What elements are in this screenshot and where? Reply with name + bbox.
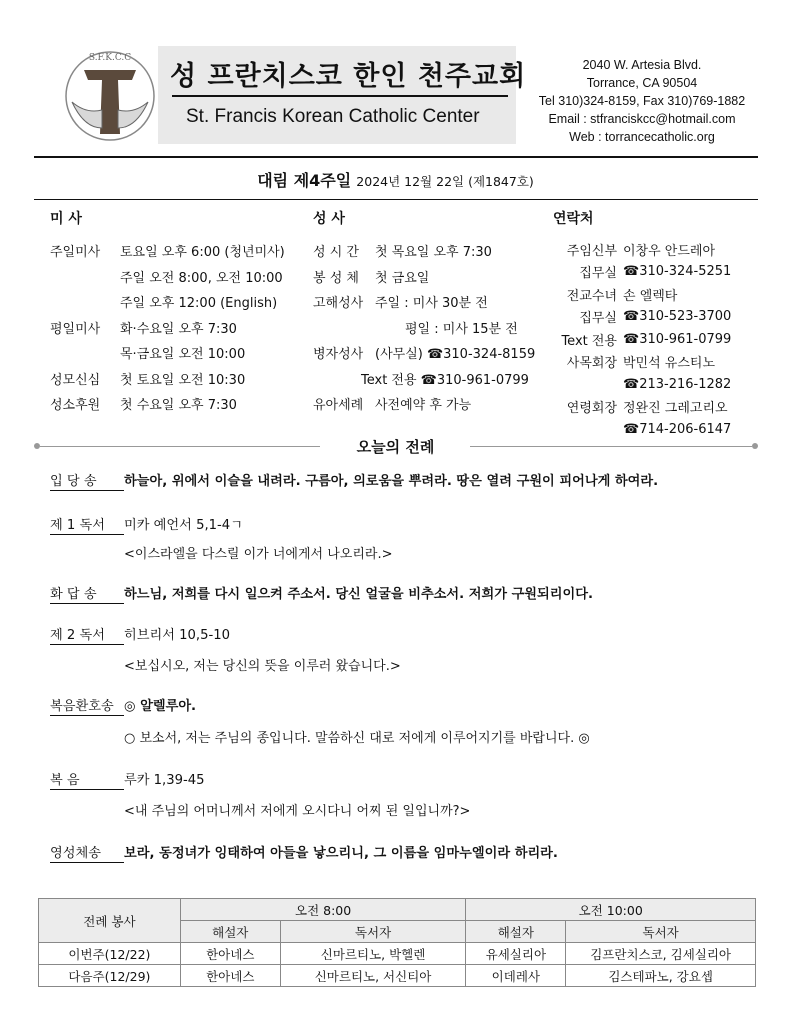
roster-reader-head: 독서자 <box>566 921 756 943</box>
mass-row: 목·금요일 오전 10:00 <box>120 347 246 363</box>
website: Web : torrancecatholic.org <box>569 130 715 144</box>
liturgy-title: 오늘의 전례 <box>356 438 435 456</box>
sacrament-row: 고해성사 주일 : 미사 30분 전 <box>313 296 488 312</box>
gospel-acclamation-verse: ○ 보소서, 저는 주님의 종입니다. 말씀하신 대로 저에게 이루어지기를 바랍니다. ◎ <box>124 731 590 746</box>
address-line-2: Torrance, CA 90504 <box>586 76 698 90</box>
first-reading-summary: <이스라엘을 다스릴 이가 너에게서 나오리라.> <box>124 547 393 562</box>
contact-row: 연령회장 정완진 그레고리오 <box>566 401 728 417</box>
mass-schedule <box>50 208 285 417</box>
mass-row: 성모신심 첫 토요일 오전 10:30 <box>50 372 246 388</box>
title-divider <box>172 95 508 97</box>
sacrament-row: 성 시 간 첫 목요일 오후 7:30 <box>313 245 492 261</box>
church-name-korean: 성 프란치스코 한인 천주교회 <box>170 61 527 92</box>
roster-head: 전례 봉사 <box>39 899 181 943</box>
issue-line <box>0 168 791 191</box>
sacrament-row: 봉 성 체 첫 금요일 <box>313 270 430 286</box>
sacrament-row: Text 전용 ☎310-961-0799 <box>361 372 529 388</box>
sacrament-schedule <box>313 208 535 417</box>
sunday-title: 대림 제4주일 <box>257 171 352 190</box>
email: Email : stfranciskcc@hotmail.com <box>548 112 736 126</box>
gospel-summary: <내 주님의 어머니께서 저에게 오시다니 어찌 된 일입니까?> <box>124 804 471 819</box>
gospel-acclamation: 복음환호송 ◎ 알렐루아. <box>50 695 124 716</box>
sacrament-heading: 성 사 <box>313 211 345 227</box>
mass-row: 성소후원 첫 수요일 오후 7:30 <box>50 398 237 414</box>
responsorial-psalm: 화 답 송 하느님, 저희를 다시 일으켜 주소서. 당신 얼굴을 비추소서. 저희가 구원되리이다. <box>50 583 124 604</box>
issue-date: 2024년 12월 22일 (제1847호) <box>356 174 534 189</box>
contact-row: ☎213-216-1282 <box>623 376 732 392</box>
contact-row: 집무실 ☎310-523-3700 <box>579 309 732 327</box>
bulletin-header <box>0 0 791 160</box>
roster-mass-8am: 오전 8:00 <box>180 899 466 921</box>
contact-row: 집무실 ☎310-324-5251 <box>579 264 732 282</box>
roster-reader-head: 독서자 <box>280 921 466 943</box>
table-row: 다음주(12/29) 한아네스 신마르티노, 서신티아 이데레사 김스테파노, 강요셉 <box>39 965 756 987</box>
table-row: 이번주(12/22) 한아네스 신마르티노, 박헬렌 유세실리아 김프란치스코, 김세실리아 <box>39 943 756 965</box>
second-reading: 제 2 독서 히브리서 10,5-10 <box>50 624 124 645</box>
contact-row: 전교수녀 손 엘렉타 <box>566 288 678 304</box>
contact-row: Text 전용 ☎310-961-0799 <box>561 331 732 349</box>
church-contact-block <box>524 56 760 146</box>
header-divider <box>34 156 758 158</box>
phone-fax: Tel 310)324-8159, Fax 310)769-1882 <box>538 94 746 108</box>
first-reading: 제 1 독서 미카 예언서 5,1-4ㄱ <box>50 514 124 535</box>
issue-divider <box>34 199 758 200</box>
roster-commentator-head: 해설자 <box>466 921 566 943</box>
second-reading-summary: <보십시오, 저는 당신의 뜻을 이루러 왔습니다.> <box>124 659 401 674</box>
sacrament-row: 유아세례 사전예약 후 가능 <box>313 398 472 414</box>
sacrament-row: 병자성사 (사무실) ☎310-324-8159 <box>313 347 536 363</box>
mass-row: 주일 오후 12:00 (English) <box>120 296 278 312</box>
communion-antiphon: 영성체송 보라, 동정녀가 잉태하여 아들을 낳으리니, 그 이름을 임마누엘이라 하리라. <box>50 842 124 863</box>
mass-heading: 미 사 <box>50 211 82 227</box>
mass-row: 주일 오전 8:00, 오전 10:00 <box>120 270 283 286</box>
entrance-antiphon: 입 당 송 하늘아, 위에서 이슬을 내려라. 구름아, 의로움을 뿌려라. 땅은 열려 구원이 피어나게 하여라. <box>50 470 124 491</box>
church-logo-icon <box>62 44 158 148</box>
contact-row: 주임신부 이창우 안드레아 <box>566 243 716 259</box>
address-line-1: 2040 W. Artesia Blvd. <box>582 58 702 72</box>
contact-row: 사목회장 박민석 유스티노 <box>566 356 716 372</box>
contact-row: ☎714-206-6147 <box>623 421 732 437</box>
logo-text: S.F.K.C.C <box>88 53 132 63</box>
mass-row: 평일미사 화·수요일 오후 7:30 <box>50 321 237 337</box>
church-name-english: St. Francis Korean Catholic Center <box>186 106 480 127</box>
sacrament-row: 평일 : 미사 15분 전 <box>405 321 518 337</box>
gospel: 복 음 루카 1,39-45 <box>50 769 124 790</box>
roster-commentator-head: 해설자 <box>180 921 280 943</box>
roster-mass-10am: 오전 10:00 <box>466 899 756 921</box>
contact-heading: 연락처 <box>553 211 594 227</box>
service-roster-table <box>38 898 756 987</box>
mass-row: 주일미사 토요일 오후 6:00 (청년미사) <box>50 245 285 261</box>
contact-list <box>553 208 731 441</box>
